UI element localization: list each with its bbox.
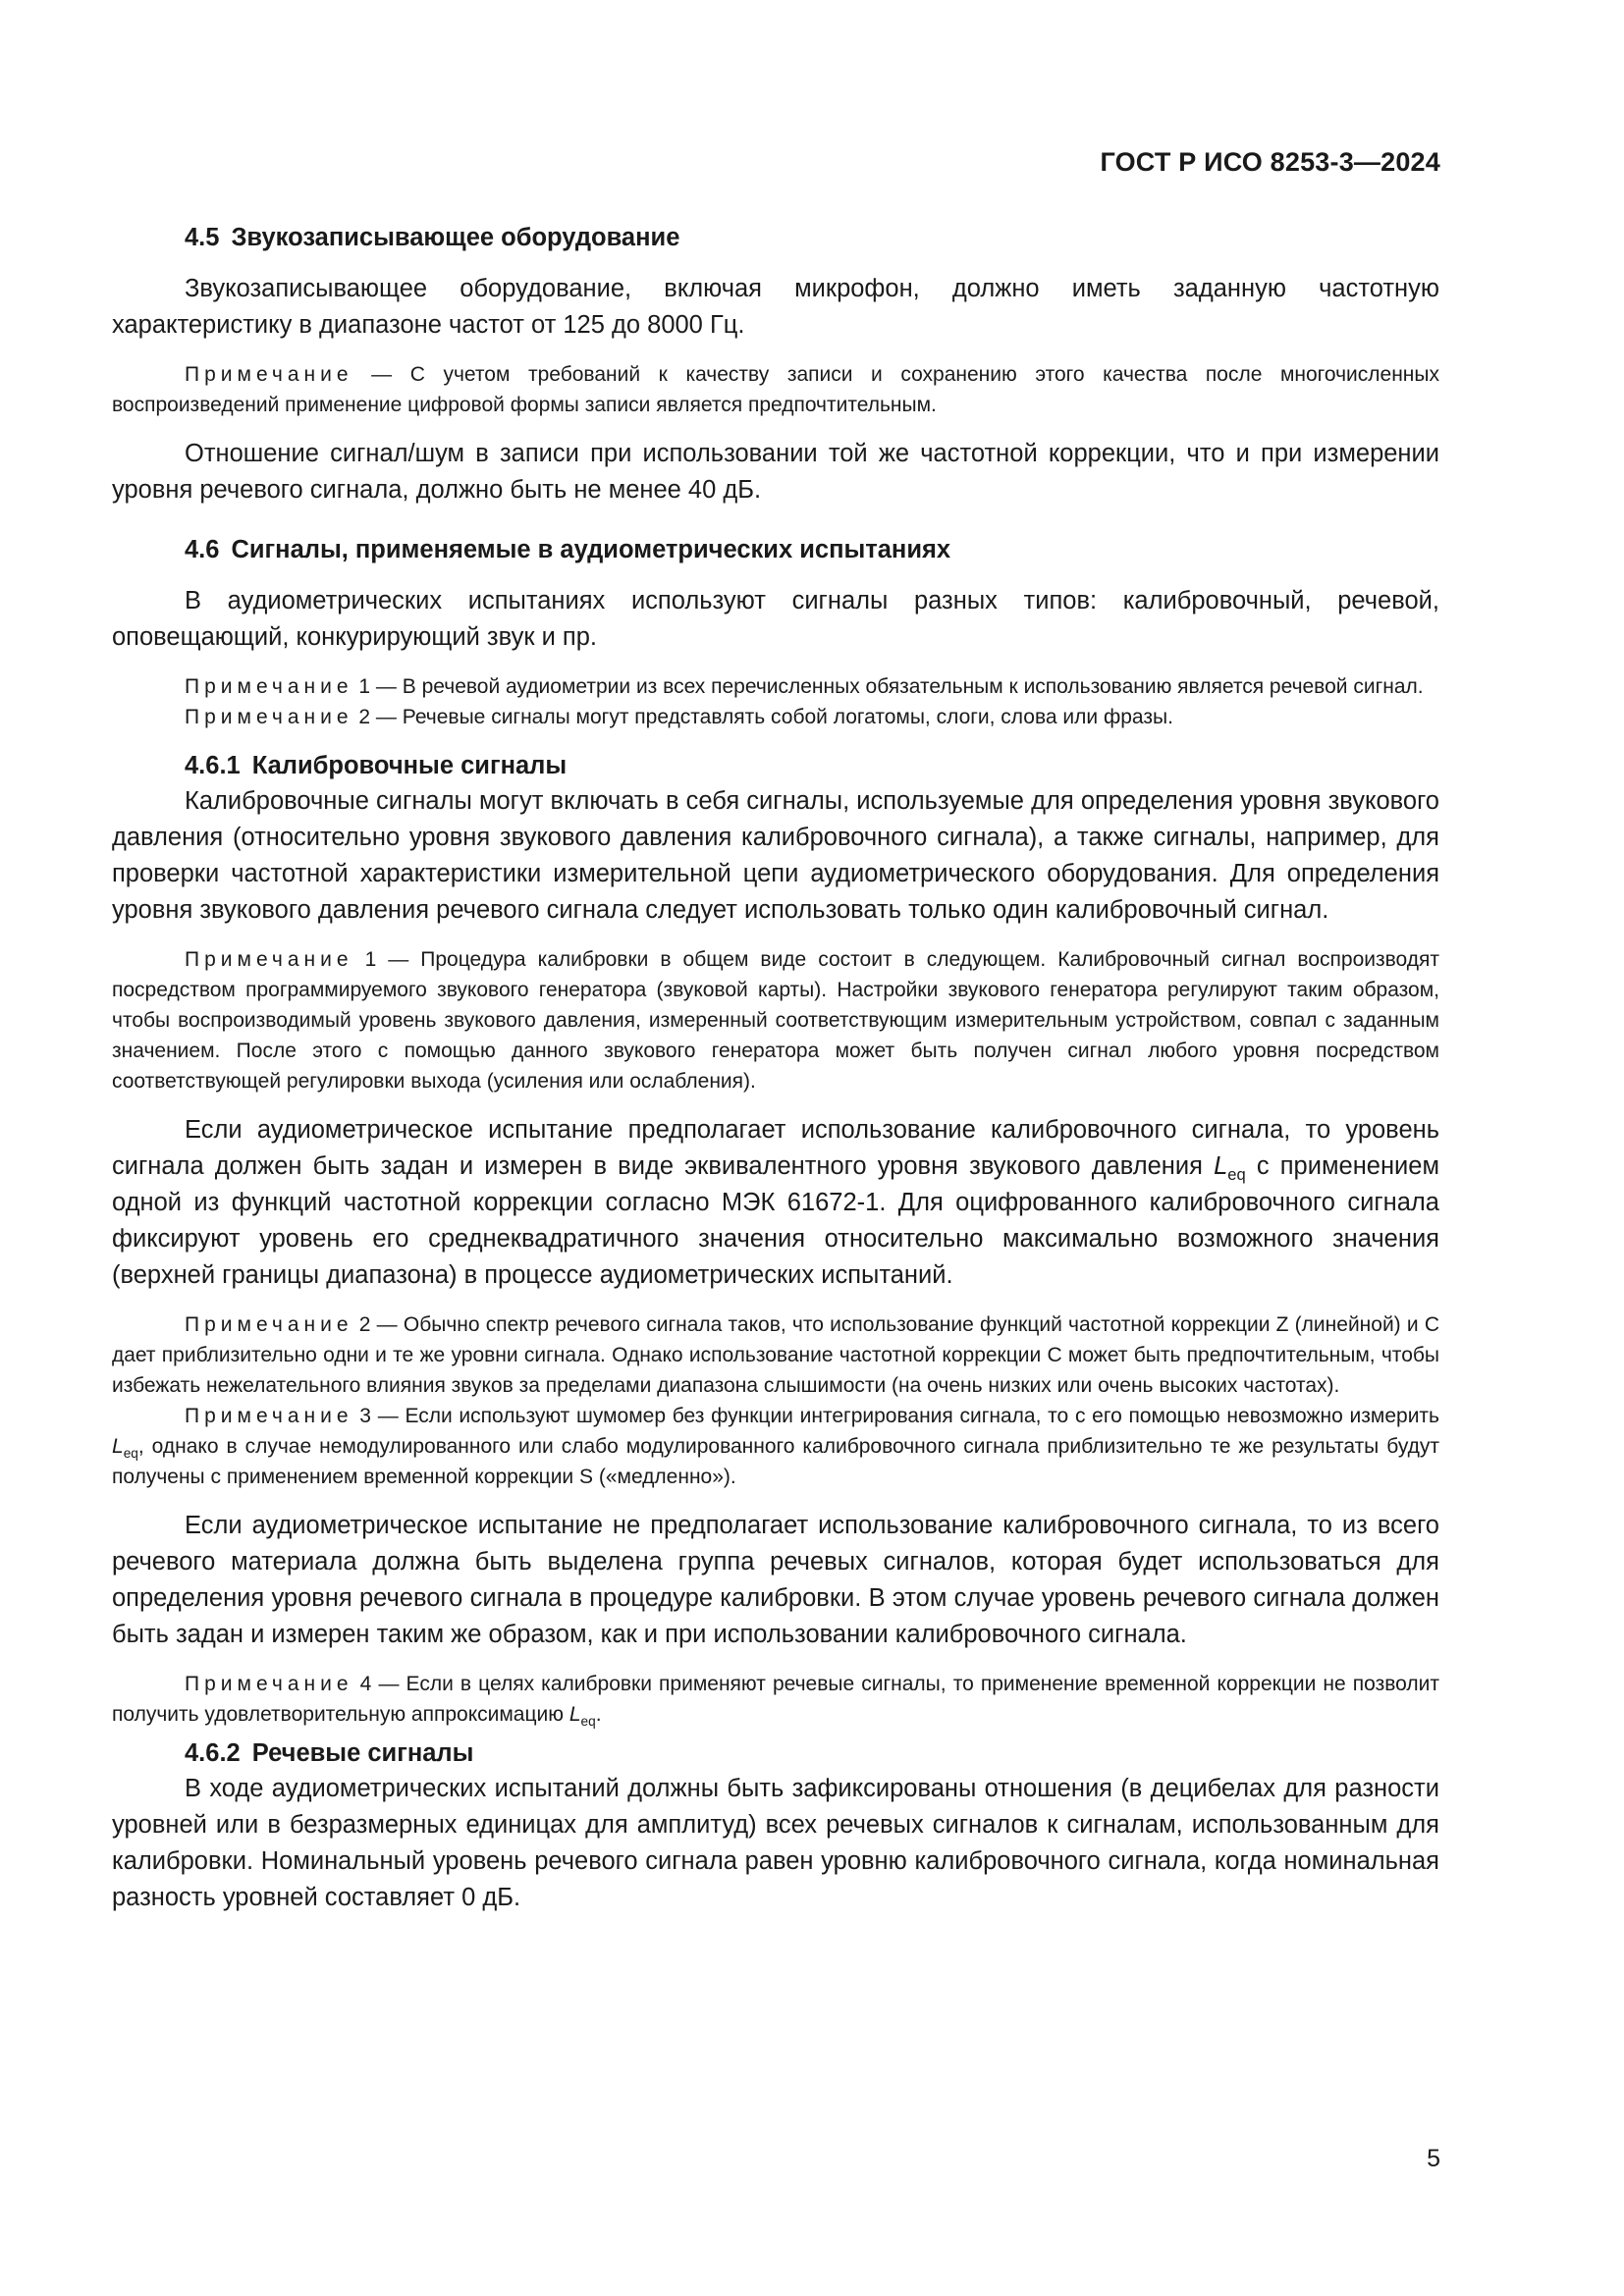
note-text: — С учетом требований к качеству записи и сохранению этого качества после многочисленных воспроизведений применение цифровой формы записи является предпочтительным. (112, 363, 1439, 416)
paragraph-text: с применением одной из функций частотной коррекции согласно МЭК 61672-1. Для оцифрованного калибровочного сигнала фиксируют уровень его среднеквадратичного значения относительно максимально возможного значения (верхней границы диапазона) в процессе аудиометрических испытаний. (112, 1152, 1440, 1289)
section-title: Речевые сигналы (251, 1739, 474, 1767)
page-number: 5 (1427, 2145, 1440, 2172)
note-label: Примечание (185, 363, 353, 386)
page-content (112, 220, 1439, 1916)
paragraph-text: Если аудиометрическое испытание предполагает использование калибровочного сигнала, то уровень сигнала должен быть задан и измерен в виде эквивалентного уровня звукового давления (112, 1116, 1439, 1180)
note-text: , однако в случае немодулированного или слабо модулированного калибровочного сигнала приблизительно те же результаты будут получены с применением временной коррекции S («медленно»). (112, 1435, 1439, 1488)
section-number: 4.6.2 (185, 1739, 241, 1767)
subscript: eq (123, 1446, 138, 1462)
note (112, 359, 1439, 420)
section-title: Калибровочные сигналы (251, 752, 568, 779)
note-text: 2 — Речевые сигналы могут представлять собой логатомы, слоги, слова или фразы. (352, 706, 1173, 728)
symbol: L (1214, 1152, 1228, 1180)
section-heading-4-5 (185, 220, 1439, 255)
note-label: Примечание (185, 675, 353, 698)
paragraph: Отношение сигнал/шум в записи при использовании той же частотной коррекции, что и при измерении уровня речевого сигнала, должно быть не менее 40 дБ. (112, 440, 1439, 504)
note (112, 1669, 1439, 1730)
note-text: 1 — Процедура калибровки в общем виде состоит в следующем. Калибровочный сигнал воспроизводят посредством программируемого звукового генератора (звуковой карты). Настройки звукового генератора регулируют таким образом, чтобы воспроизводимый уровень звукового давления, измеренный соответствующим измерительным устройством, совпал с заданным значением. После этого с помощью данного звукового генератора может быть получен сигнал любого уровня посредством соответствующей регулировки выхода (усиления или ослабления). (112, 948, 1439, 1093)
symbol: L (568, 1703, 581, 1726)
note-text: . (595, 1703, 602, 1726)
note-label: Примечание (185, 1673, 353, 1695)
section-number: 4.5 (185, 224, 220, 251)
document-header: ГОСТ Р ИСО 8253-3—2024 (1100, 147, 1440, 177)
paragraph: Звукозаписывающее оборудование, включая микрофон, должно иметь заданную частотную характеристику в диапазоне частот от 125 до 8000 Гц. (112, 275, 1439, 339)
paragraph (112, 1112, 1439, 1294)
note-text: 2 — Обычно спектр речевого сигнала таков, что использование функций частотной коррекции Z (линейной) и С дает приблизительно одни и те же уровни сигнала. Однако использование частотной коррекции С может быть предпочтительным, чтобы избежать нежелательного влияния звуков за пределами диапазона слышимости (на очень низких или очень высоких частотах). (112, 1313, 1439, 1397)
note (112, 1309, 1439, 1401)
note (112, 1401, 1439, 1492)
section-heading-4-6 (185, 532, 1439, 567)
paragraph: Если аудиометрическое испытание не предполагает использование калибровочного сигнала, то из всего речевого материала должна быть выделена группа речевых сигналов, которая будет использоваться для определения уровня речевого сигнала в процедуре калибровки. В этом случае уровень речевого сигнала должен быть задан и измерен таким же образом, как и при использовании калибровочного сигнала. (112, 1512, 1439, 1648)
section-heading-4-6-2 (185, 1735, 1439, 1771)
note-label: Примечание (185, 948, 353, 971)
section-number: 4.6 (185, 536, 220, 563)
note-text: 3 — Если используют шумомер без функции интегрирования сигнала, то с его помощью невозможно измерить (352, 1405, 1439, 1427)
symbol: L (112, 1435, 124, 1458)
note-label: Примечание (185, 706, 353, 728)
paragraph: В аудиометрических испытаниях используют сигналы разных типов: калибровочный, речевой, оповещающий, конкурирующий звук и пр. (112, 587, 1439, 651)
section-heading-4-6-1 (185, 748, 1439, 783)
note-label: Примечание (185, 1313, 353, 1336)
note-text: 4 — Если в целях калибровки применяют речевые сигналы, то применение временной коррекции не позволит получить удовлетворительную аппроксимацию (112, 1673, 1439, 1726)
note (112, 944, 1439, 1096)
paragraph: В ходе аудиометрических испытаний должны быть зафиксированы отношения (в децибелах для разности уровней или в безразмерных единицах для амплитуд) всех речевых сигналов к сигналам, использованным для калибровки. Номинальный уровень речевого сигнала равен уровню калибровочного сигнала, когда номинальная разность уровней составляет 0 дБ. (112, 1775, 1439, 1911)
section-number: 4.6.1 (185, 752, 241, 779)
subscript: eq (580, 1714, 596, 1730)
note-label: Примечание (185, 1405, 353, 1427)
note-text: 1 — В речевой аудиометрии из всех перечисленных обязательным к использованию является речевой сигнал. (352, 675, 1424, 698)
note (112, 702, 1439, 732)
subscript: eq (1227, 1165, 1246, 1185)
paragraph: Калибровочные сигналы могут включать в себя сигналы, используемые для определения уровня звукового давления (относительно уровня звукового давления калибровочного сигнала), а также сигналы, например, для проверки частотной характеристики измерительной цепи аудиометрического оборудования. Для определения уровня звукового давления речевого сигнала следует использовать только один калибровочный сигнал. (112, 787, 1439, 924)
note (112, 671, 1439, 702)
section-title: Звукозаписывающее оборудование (231, 224, 680, 251)
section-title: Сигналы, применяемые в аудиометрических испытаниях (231, 536, 951, 563)
